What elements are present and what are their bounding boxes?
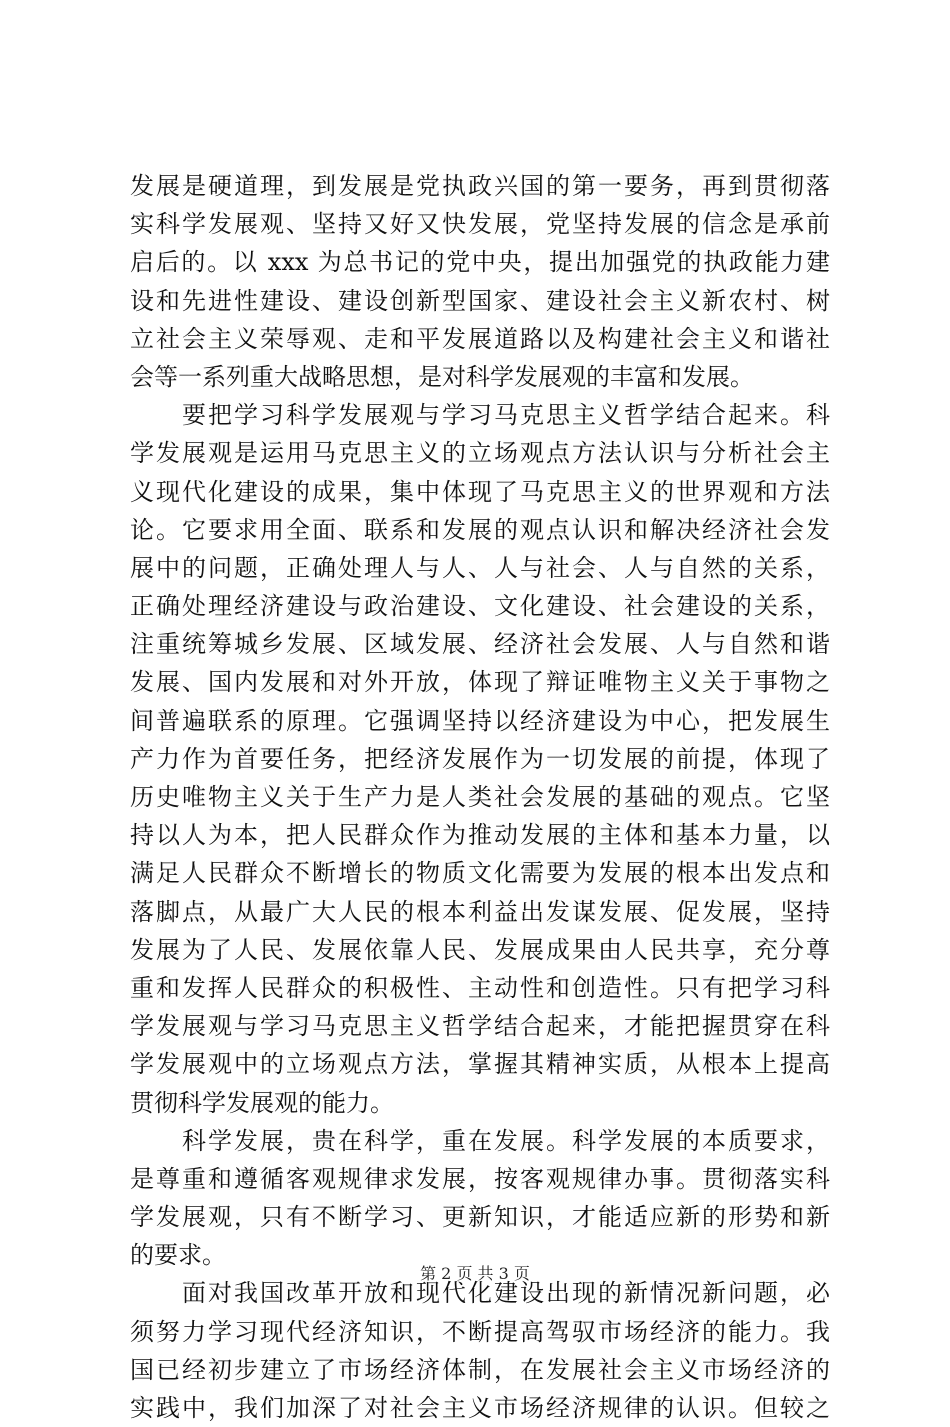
- text-line: 展中的问题，正确处理人与人、人与社会、人与自然的关系，: [130, 553, 830, 582]
- text-line: 是尊重和遵循客观规律求发展，按客观规律办事。贯彻落实科: [130, 1164, 830, 1193]
- text-line: 会等一系列重大战略思想，是对科学发展观的丰富和发展。: [130, 362, 754, 391]
- text-line: 设和先进性建设、建设创新型国家、建设社会主义新农村、树: [130, 286, 830, 315]
- paragraph-start-line: 科学发展，贵在科学，重在发展。科学发展的本质要求，: [182, 1126, 830, 1155]
- page-number-footer: 第 2 页 共 3 页: [420, 1264, 530, 1283]
- text-line: 学发展观是运用马克思主义的立场观点方法认识与分析社会主: [130, 439, 830, 468]
- text-line: 须努力学习现代经济知识，不断提高驾驭市场经济的能力。我: [130, 1317, 830, 1346]
- text-line: 论。它要求用全面、联系和发展的观点认识和解决经济社会发: [130, 515, 830, 544]
- text-line: 注重统筹城乡发展、区域发展、经济社会发展、人与自然和谐: [130, 630, 830, 659]
- text-line: 学发展观中的立场观点方法，掌握其精神实质，从根本上提高: [130, 1050, 830, 1079]
- text-line: 持以人为本，把人民群众作为推动发展的主体和基本力量，以: [130, 821, 830, 850]
- text-line: 贯彻科学发展观的能力。: [130, 1088, 394, 1117]
- text-line: 产力作为首要任务，把经济发展作为一切发展的前提，体现了: [130, 744, 830, 773]
- text-line: 义现代化建设的成果，集中体现了马克思主义的世界观和方法: [130, 477, 830, 506]
- text-line: 实科学发展观、坚持又好又快发展，党坚持发展的信念是承前: [130, 210, 830, 239]
- text-line: 间普遍联系的原理。它强调坚持以经济建设为中心，把发展生: [130, 706, 830, 735]
- text-line: 历史唯物主义关于生产力是人类社会发展的基础的观点。它坚: [130, 783, 830, 811]
- text-line: 正确处理经济建设与政治建设、文化建设、社会建设的关系，: [130, 592, 830, 621]
- text-line: 发展是硬道理，到发展是党执政兴国的第一要务，再到贯彻落: [130, 172, 830, 200]
- body-text: [130, 167, 830, 1427]
- text-line: 发展、国内发展和对外开放，体现了辩证唯物主义关于事物之: [130, 668, 830, 697]
- text-line: 落脚点，从最广大人民的根本利益出发谋发展、促发展，坚持: [130, 897, 830, 926]
- text-line: 国已经初步建立了市场经济体制，在发展社会主义市场经济的: [130, 1355, 830, 1384]
- text-line: 立社会主义荣辱观、走和平发展道路以及构建社会主义和谐社: [130, 324, 830, 353]
- text-line: 学发展观，只有不断学习、更新知识，才能适应新的形势和新: [130, 1203, 830, 1232]
- text-line: 学发展观与学习马克思主义哲学结合起来，才能把握贯穿在科: [130, 1012, 830, 1041]
- text-line: 实践中，我们加深了对社会主义市场经济规律的认识。但较之: [130, 1394, 830, 1422]
- text-line: 启后的。以 xxx 为总书记的党中央，提出加强党的执政能力建: [130, 248, 830, 277]
- paragraph-start-line: 要把学习科学发展观与学习马克思主义哲学结合起来。科: [182, 401, 830, 430]
- text-line: 发展为了人民、发展依靠人民、发展成果由人民共享，充分尊: [130, 935, 830, 964]
- text-line: 重和发挥人民群众的积极性、主动性和创造性。只有把学习科: [130, 973, 830, 1002]
- text-line: 满足人民群众不断增长的物质文化需要为发展的根本出发点和: [130, 859, 830, 888]
- paragraph-start-line: 面对我国改革开放和现代化建设出现的新情况新问题，必: [182, 1279, 830, 1308]
- text-line: 的要求。: [130, 1241, 226, 1270]
